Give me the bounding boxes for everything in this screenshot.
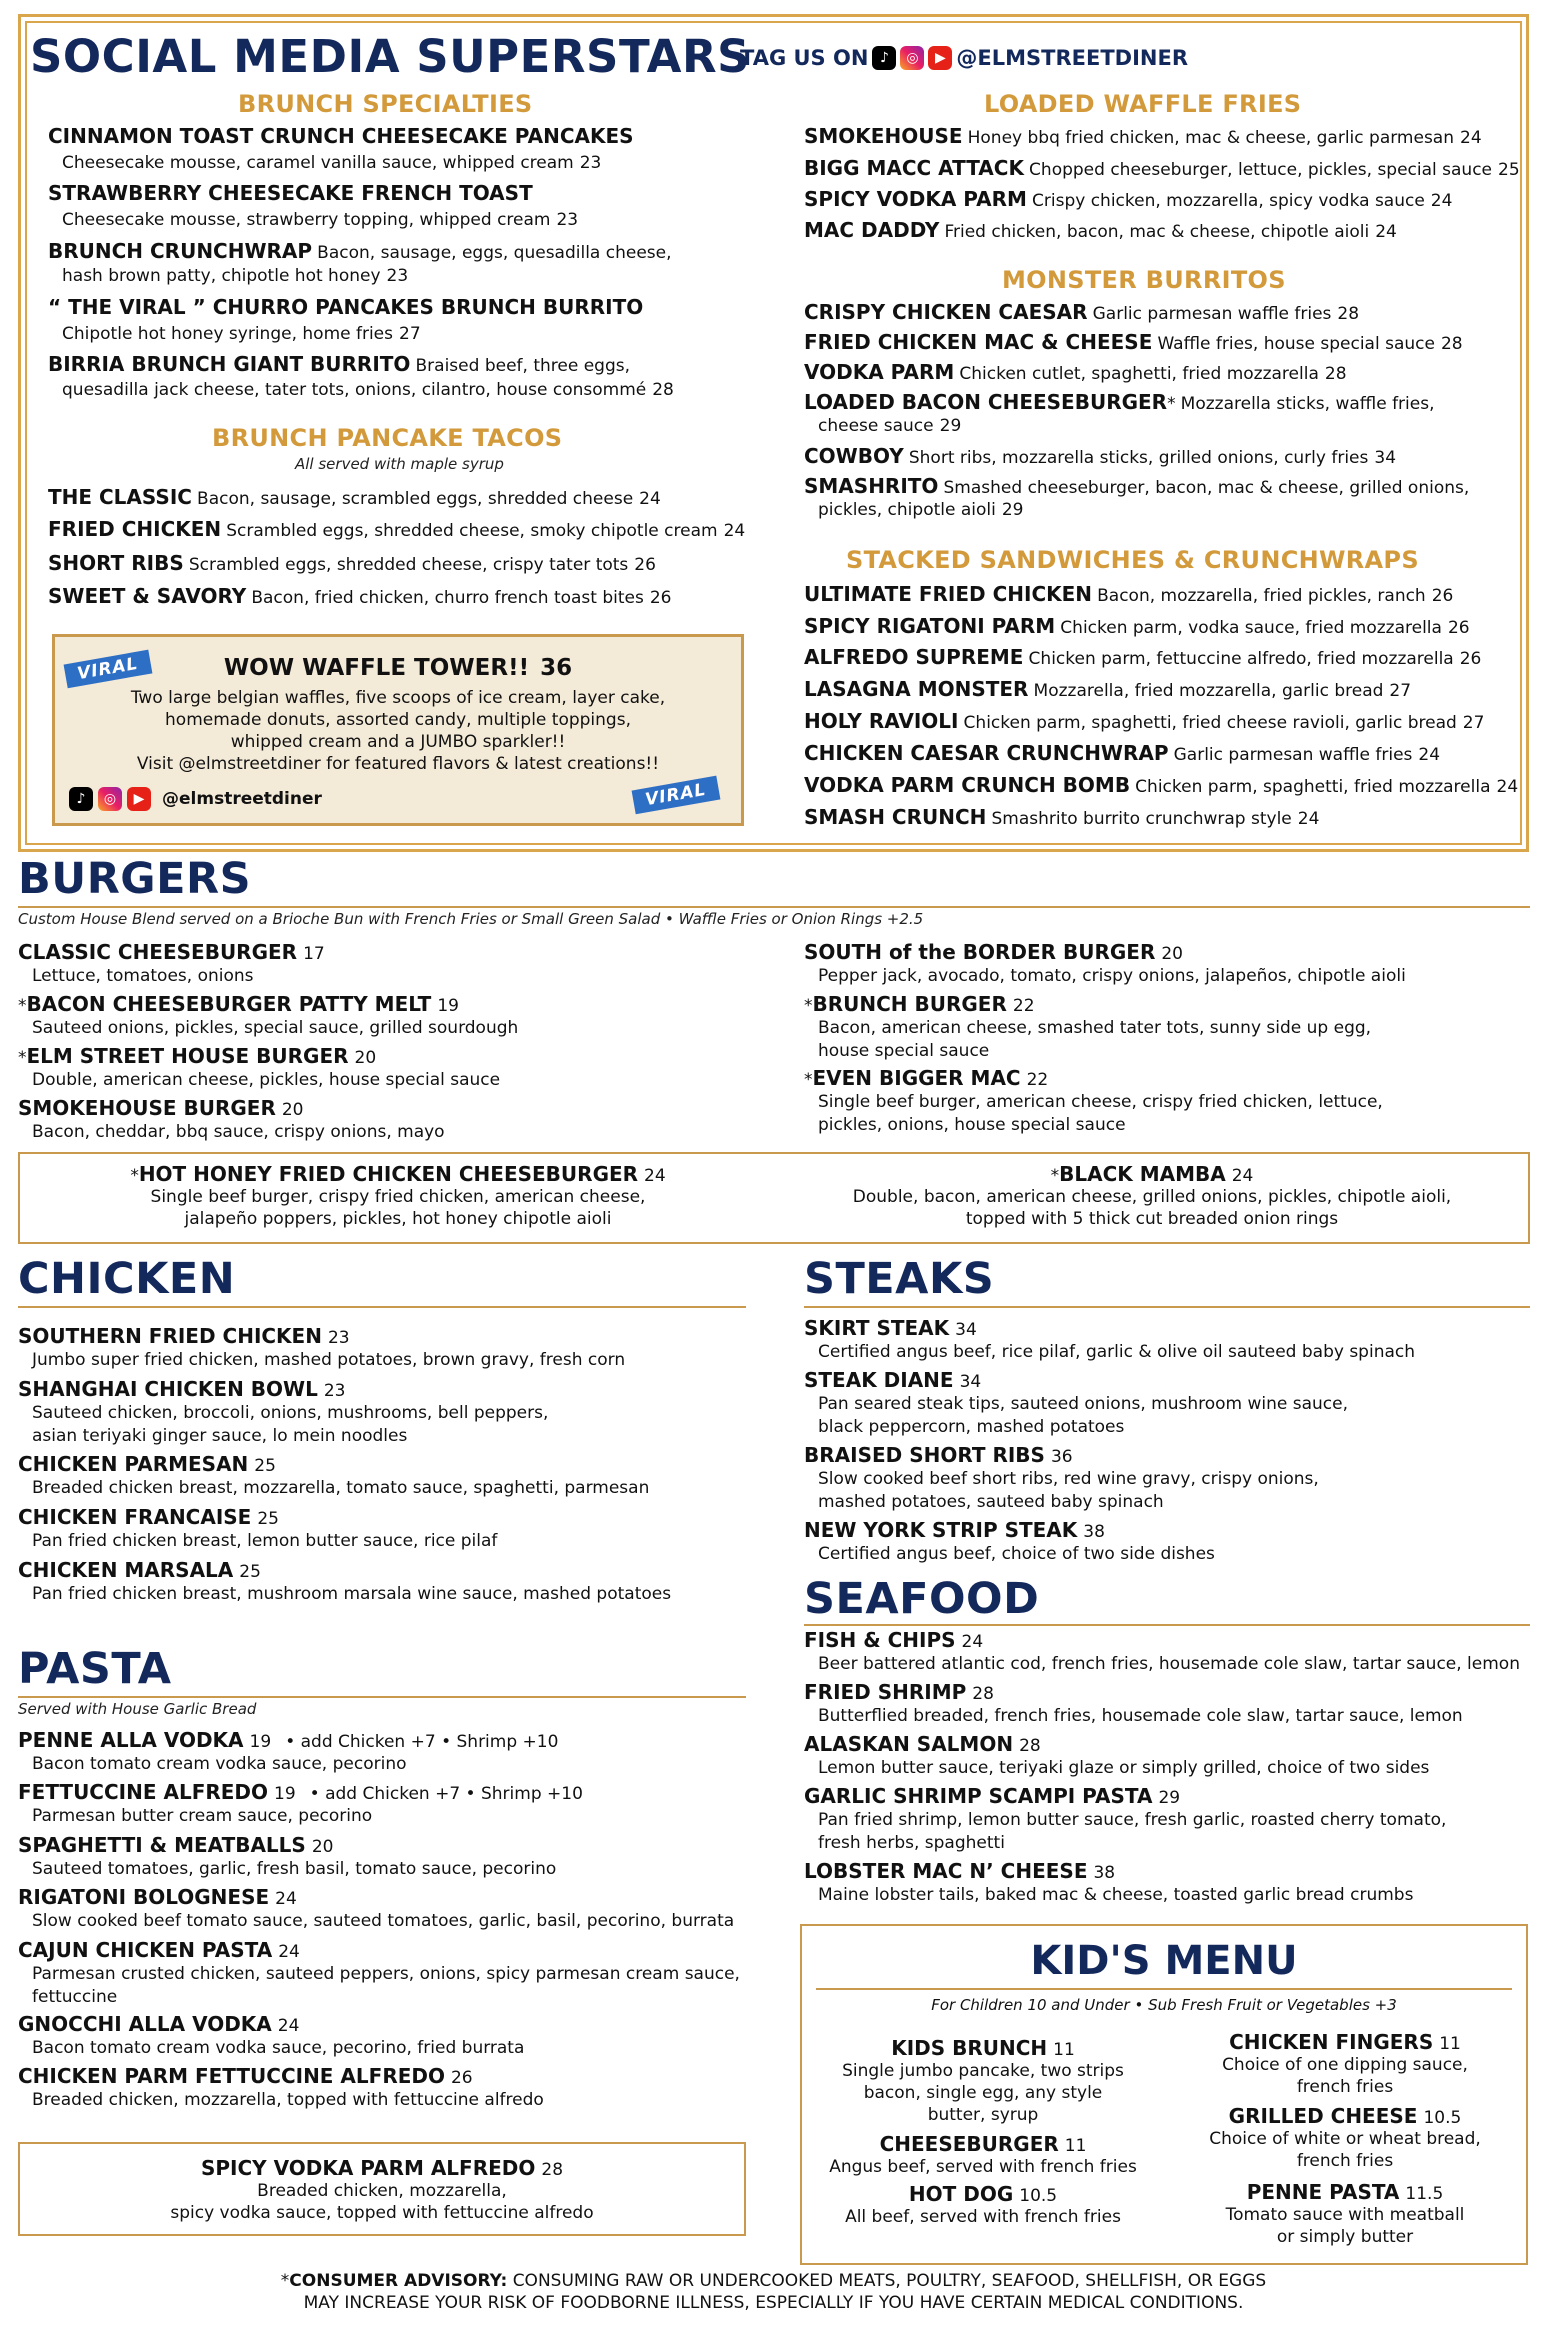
item-desc: Parmesan butter cream sauce, pecorino bbox=[32, 1806, 373, 1826]
social-title: SOCIAL MEDIA SUPERSTARS bbox=[30, 30, 751, 83]
youtube-icon: ▶ bbox=[928, 46, 952, 70]
seafood-heading: SEAFOOD bbox=[804, 1574, 1040, 1624]
item-desc: Chipotle hot honey syringe, home fries 27 bbox=[62, 324, 421, 344]
kids-item: HOT DOG 10.5 All beef, served with french fries bbox=[845, 2182, 1121, 2227]
kids-item: GRILLED CHEESE 10.5 Choice of white or wheat bread, french fries bbox=[1209, 2104, 1481, 2171]
pasta-heading: PASTA bbox=[18, 1644, 172, 1694]
divider bbox=[18, 906, 1530, 908]
burritos-heading: MONSTER BURRITOS bbox=[1002, 266, 1286, 294]
menu-item: CHICKEN CAESAR CRUNCHWRAP Garlic parmesan waffle fries 24 bbox=[804, 741, 1441, 765]
menu-item: FISH & CHIPS 24 bbox=[804, 1628, 984, 1652]
item-desc: Pan fried shrimp, lemon butter sauce, fresh garlic, roasted cherry tomato, bbox=[818, 1810, 1447, 1830]
item-desc: Pan fried chicken breast, mushroom marsala wine sauce, mashed potatoes bbox=[32, 1584, 672, 1604]
consumer-advisory: *CONSUMER ADVISORY: CONSUMING RAW OR UNDERCOOKED MEATS, POULTRY, SEAFOOD, SHELLFISH, OR EGGS MAY INCREASE YOUR RISK OF FOODBORNE ILLNESS, ESPECIALLY IF YOU HAVE CERTAIN MEDICAL CONDITIONS. bbox=[280, 2271, 1267, 2313]
item-desc: asian teriyaki ginger sauce, lo mein noodles bbox=[32, 1426, 408, 1446]
featured-burgers-box bbox=[18, 1152, 1530, 1244]
item-desc: Cheesecake mousse, caramel vanilla sauce, whipped cream 23 bbox=[62, 153, 602, 173]
menu-item: SMASHRITO Smashed cheeseburger, bacon, mac & cheese, grilled onions, bbox=[804, 474, 1470, 498]
menu-item: BIGG MACC ATTACK Chopped cheeseburger, lettuce, pickles, special sauce 25 bbox=[804, 156, 1520, 180]
menu-item: *EVEN BIGGER MAC 22 bbox=[804, 1066, 1049, 1090]
waffle-tower-desc: Two large belgian waffles, five scoops of ice cream, layer cake, homemade donuts, assorted candy, multiple toppings, whipped cream and a JUMBO sparkler!! Visit @elmstreetdiner for featured flavors & latest creations!! bbox=[130, 688, 666, 774]
item-desc: pickles, chipotle aioli 29 bbox=[818, 500, 1024, 520]
menu-item: CHICKEN MARSALA 25 bbox=[18, 1558, 261, 1582]
item-desc: house special sauce bbox=[818, 1041, 990, 1061]
kids-item: PENNE PASTA 11.5 Tomato sauce with meatball or simply butter bbox=[1225, 2180, 1465, 2247]
featured-pasta: SPICY VODKA PARM ALFREDO 28 Breaded chicken, mozzarella, spicy vodka sauce, topped with fettuccine alfredo bbox=[170, 2156, 594, 2223]
menu-item: SPAGHETTI & MEATBALLS 20 bbox=[18, 1833, 334, 1857]
instagram-icon: ◎ bbox=[900, 46, 924, 70]
menu-item: SOUTH of the BORDER BURGER 20 bbox=[804, 940, 1183, 964]
item-desc: Bacon tomato cream vodka sauce, pecorino bbox=[32, 1754, 407, 1774]
menu-item: VODKA PARM CRUNCH BOMB Chicken parm, spaghetti, fried mozzarella 24 bbox=[804, 773, 1519, 797]
waffle-handle: @elmstreetdiner bbox=[162, 789, 322, 809]
viral-tag: VIRAL bbox=[64, 650, 152, 688]
divider bbox=[18, 1696, 746, 1698]
divider bbox=[804, 1624, 1530, 1626]
sandwiches-heading: STACKED SANDWICHES & CRUNCHWRAPS bbox=[846, 546, 1419, 574]
waffle-tower-box bbox=[52, 634, 744, 826]
item-desc: Jumbo super fried chicken, mashed potatoes, brown gravy, fresh corn bbox=[32, 1350, 626, 1370]
item-desc: quesadilla jack cheese, tater tots, onions, cilantro, house consommé 28 bbox=[62, 380, 674, 400]
tag-line bbox=[740, 46, 1188, 70]
kids-menu-box bbox=[800, 1924, 1528, 2265]
divider bbox=[18, 1306, 746, 1308]
menu-item: ALFREDO SUPREME Chicken parm, fettuccine alfredo, fried mozzarella 26 bbox=[804, 645, 1482, 669]
menu-item: MAC DADDY Fried chicken, bacon, mac & cheese, chipotle aioli 24 bbox=[804, 218, 1397, 242]
kids-note: For Children 10 and Under • Sub Fresh Fruit or Vegetables +3 bbox=[931, 1996, 1397, 2014]
menu-item: SMASH CRUNCH Smashrito burrito crunchwrap style 24 bbox=[804, 805, 1320, 829]
item-desc: Pepper jack, avocado, tomato, crispy onions, jalapeños, chipotle aioli bbox=[818, 966, 1406, 986]
menu-item: SPICY RIGATONI PARM Chicken parm, vodka sauce, fried mozzarella 26 bbox=[804, 614, 1470, 638]
kids-item: CHEESEBURGER 11 Angus beef, served with french fries bbox=[829, 2132, 1137, 2177]
burgers-note: Custom House Blend served on a Brioche Bun with French Fries or Small Green Salad • Waffle Fries or Onion Rings +2.5 bbox=[18, 910, 924, 928]
tag-us-label: TAG US ON bbox=[740, 46, 869, 70]
menu-item: NEW YORK STRIP STEAK 38 bbox=[804, 1518, 1105, 1542]
kids-heading: KID'S MENU bbox=[1030, 1938, 1298, 1984]
menu-item: LOBSTER MAC N’ CHEESE 38 bbox=[804, 1859, 1116, 1883]
burgers-heading: BURGERS bbox=[18, 854, 252, 904]
menu-item: CRISPY CHICKEN CAESAR Garlic parmesan waffle fries 28 bbox=[804, 300, 1360, 324]
divider bbox=[816, 1988, 1512, 1990]
menu-item: CHICKEN FRANCAISE 25 bbox=[18, 1505, 279, 1529]
item-desc: Lemon butter sauce, teriyaki glaze or simply grilled, choice of two sides bbox=[818, 1758, 1430, 1778]
instagram-icon: ◎ bbox=[98, 787, 122, 811]
item-desc: Certified angus beef, choice of two side dishes bbox=[818, 1544, 1215, 1564]
item-desc: Parmesan crusted chicken, sauteed peppers, onions, spicy parmesan cream sauce, bbox=[32, 1964, 740, 1984]
menu-item: SPICY VODKA PARM Crispy chicken, mozzarella, spicy vodka sauce 24 bbox=[804, 187, 1453, 211]
menu-item: RIGATONI BOLOGNESE 24 bbox=[18, 1885, 297, 1909]
kids-item: KIDS BRUNCH 11 Single jumbo pancake, two strips bacon, single egg, any style butter, syrup bbox=[842, 2036, 1124, 2125]
menu-item: CHICKEN PARM FETTUCCINE ALFREDO 26 bbox=[18, 2064, 473, 2088]
menu-item: *BRUNCH BURGER 22 bbox=[804, 992, 1035, 1016]
menu-item: STRAWBERRY CHEESECAKE FRENCH TOAST bbox=[48, 181, 533, 205]
chicken-heading: CHICKEN bbox=[18, 1254, 236, 1304]
menu-item: HOLY RAVIOLI Chicken parm, spaghetti, fried cheese ravioli, garlic bread 27 bbox=[804, 709, 1485, 733]
menu-item: *ELM STREET HOUSE BURGER 20 bbox=[18, 1044, 377, 1068]
item-desc: Certified angus beef, rice pilaf, garlic & olive oil sauteed baby spinach bbox=[818, 1342, 1416, 1362]
featured-burger: *HOT HONEY FRIED CHICKEN CHEESEBURGER 24 Single beef burger, crispy fried chicken, american cheese, jalapeño poppers, pickles, hot honey chipotle aioli bbox=[130, 1162, 666, 1229]
menu-item: VODKA PARM Chicken cutlet, spaghetti, fried mozzarella 28 bbox=[804, 360, 1347, 384]
item-desc: fresh herbs, spaghetti bbox=[818, 1833, 1005, 1853]
pasta-note: Served with House Garlic Bread bbox=[18, 1700, 257, 1718]
menu-item: SHANGHAI CHICKEN BOWL 23 bbox=[18, 1377, 346, 1401]
menu-item: SKIRT STEAK 34 bbox=[804, 1316, 977, 1340]
menu-item: FRIED CHICKEN MAC & CHEESE Waffle fries, house special sauce 28 bbox=[804, 330, 1463, 354]
featured-pasta-box bbox=[18, 2142, 746, 2236]
divider bbox=[804, 1306, 1530, 1308]
item-desc: Breaded chicken breast, mozzarella, tomato sauce, spaghetti, parmesan bbox=[32, 1478, 650, 1498]
menu-item: CHICKEN PARMESAN 25 bbox=[18, 1452, 276, 1476]
viral-tag: VIRAL bbox=[632, 776, 720, 814]
tiktok-icon: ♪ bbox=[872, 46, 896, 70]
item-desc: Breaded chicken, mozzarella, topped with fettuccine alfredo bbox=[32, 2090, 544, 2110]
menu-item: PENNE ALLA VODKA 19 • add Chicken +7 • Shrimp +10 bbox=[18, 1728, 559, 1752]
menu-item: SWEET & SAVORY Bacon, fried chicken, churro french toast bites 26 bbox=[48, 584, 672, 608]
menu-item: BRUNCH CRUNCHWRAP Bacon, sausage, eggs, quesadilla cheese, bbox=[48, 239, 672, 263]
item-desc: mashed potatoes, sauteed baby spinach bbox=[818, 1492, 1164, 1512]
item-desc: Bacon, american cheese, smashed tater tots, sunny side up egg, bbox=[818, 1018, 1372, 1038]
menu-item: COWBOY Short ribs, mozzarella sticks, grilled onions, curly fries 34 bbox=[804, 444, 1397, 468]
waffle-social-row bbox=[69, 787, 322, 811]
menu-item: SHORT RIBS Scrambled eggs, shredded cheese, crispy tater tots 26 bbox=[48, 551, 656, 575]
pancake-tacos-heading: BRUNCH PANCAKE TACOS bbox=[212, 424, 563, 452]
item-desc: Bacon, cheddar, bbq sauce, crispy onions, mayo bbox=[32, 1122, 445, 1142]
menu-item: SMOKEHOUSE BURGER 20 bbox=[18, 1096, 304, 1120]
item-desc: Double, american cheese, pickles, house special sauce bbox=[32, 1070, 501, 1090]
waffle-tower-title: WOW WAFFLE TOWER!! 36 bbox=[223, 655, 573, 681]
menu-item: CINNAMON TOAST CRUNCH CHEESECAKE PANCAKES bbox=[48, 124, 634, 148]
menu-item: LOADED BACON CHEESEBURGER* Mozzarella sticks, waffle fries, bbox=[804, 390, 1435, 414]
item-desc: Beer battered atlantic cod, french fries, housemade cole slaw, tartar sauce, lemon bbox=[818, 1654, 1520, 1674]
menu-item: FETTUCCINE ALFREDO 19 • add Chicken +7 • Shrimp +10 bbox=[18, 1780, 583, 1804]
steaks-heading: STEAKS bbox=[804, 1254, 995, 1304]
item-desc: Pan fried chicken breast, lemon butter sauce, rice pilaf bbox=[32, 1531, 498, 1551]
youtube-icon: ▶ bbox=[127, 787, 151, 811]
menu-item: GNOCCHI ALLA VODKA 24 bbox=[18, 2012, 300, 2036]
menu-item: “ THE VIRAL ” CHURRO PANCAKES BRUNCH BURRITO bbox=[48, 295, 644, 319]
item-desc: hash brown patty, chipotle hot honey 23 bbox=[62, 266, 409, 286]
menu-item: FRIED SHRIMP 28 bbox=[804, 1680, 994, 1704]
menu-item: CAJUN CHICKEN PASTA 24 bbox=[18, 1938, 300, 1962]
item-desc: fettuccine bbox=[32, 1987, 118, 2007]
item-desc: Lettuce, tomatoes, onions bbox=[32, 966, 254, 986]
item-desc: black peppercorn, mashed potatoes bbox=[818, 1417, 1125, 1437]
item-desc: pickles, onions, house special sauce bbox=[818, 1115, 1126, 1135]
item-desc: Sauteed onions, pickles, special sauce, grilled sourdough bbox=[32, 1018, 519, 1038]
menu-item: SOUTHERN FRIED CHICKEN 23 bbox=[18, 1324, 350, 1348]
menu-item: THE CLASSIC Bacon, sausage, scrambled eggs, shredded cheese 24 bbox=[48, 485, 661, 509]
social-handle: @ELMSTREETDINER bbox=[956, 46, 1189, 70]
menu-item: FRIED CHICKEN Scrambled eggs, shredded cheese, smoky chipotle cream 24 bbox=[48, 517, 746, 541]
menu-item: LASAGNA MONSTER Mozzarella, fried mozzarella, garlic bread 27 bbox=[804, 677, 1412, 701]
pancake-tacos-note: All served with maple syrup bbox=[295, 455, 504, 473]
menu-item: BRAISED SHORT RIBS 36 bbox=[804, 1443, 1073, 1467]
kids-item: CHICKEN FINGERS 11 Choice of one dipping sauce, french fries bbox=[1222, 2030, 1468, 2097]
item-desc: cheese sauce 29 bbox=[818, 416, 962, 436]
tiktok-icon: ♪ bbox=[69, 787, 93, 811]
item-desc: Sauteed chicken, broccoli, onions, mushrooms, bell peppers, bbox=[32, 1403, 549, 1423]
item-desc: Butterflied breaded, french fries, housemade cole slaw, tartar sauce, lemon bbox=[818, 1706, 1463, 1726]
waffle-fries-heading: LOADED WAFFLE FRIES bbox=[984, 90, 1302, 118]
item-desc: Bacon tomato cream vodka sauce, pecorino, fried burrata bbox=[32, 2038, 525, 2058]
menu-item: CLASSIC CHEESEBURGER 17 bbox=[18, 940, 325, 964]
item-desc: Slow cooked beef short ribs, red wine gravy, crispy onions, bbox=[818, 1469, 1319, 1489]
item-desc: Pan seared steak tips, sauteed onions, mushroom wine sauce, bbox=[818, 1394, 1349, 1414]
brunch-specialties-heading: BRUNCH SPECIALTIES bbox=[238, 90, 533, 118]
menu-item: STEAK DIANE 34 bbox=[804, 1368, 982, 1392]
menu-item: BIRRIA BRUNCH GIANT BURRITO Braised beef, three eggs, bbox=[48, 352, 630, 376]
menu-item: GARLIC SHRIMP SCAMPI PASTA 29 bbox=[804, 1784, 1181, 1808]
menu-item: ALASKAN SALMON 28 bbox=[804, 1732, 1041, 1756]
item-desc: Cheesecake mousse, strawberry topping, whipped cream 23 bbox=[62, 210, 579, 230]
menu-item: SMOKEHOUSE Honey bbq fried chicken, mac & cheese, garlic parmesan 24 bbox=[804, 124, 1482, 148]
item-desc: Sauteed tomatoes, garlic, fresh basil, tomato sauce, pecorino bbox=[32, 1859, 557, 1879]
item-desc: Single beef burger, american cheese, crispy fried chicken, lettuce, bbox=[818, 1092, 1383, 1112]
featured-burger: *BLACK MAMBA 24 Double, bacon, american cheese, grilled onions, pickles, chipotle aioli, topped with 5 thick cut breaded onion rings bbox=[852, 1162, 1452, 1229]
menu-item: ULTIMATE FRIED CHICKEN Bacon, mozzarella, fried pickles, ranch 26 bbox=[804, 582, 1454, 606]
item-desc: Slow cooked beef tomato sauce, sauteed tomatoes, garlic, basil, pecorino, burrata bbox=[32, 1911, 735, 1931]
menu-item: *BACON CHEESEBURGER PATTY MELT 19 bbox=[18, 992, 459, 1016]
item-desc: Maine lobster tails, baked mac & cheese, toasted garlic bread crumbs bbox=[818, 1885, 1414, 1905]
